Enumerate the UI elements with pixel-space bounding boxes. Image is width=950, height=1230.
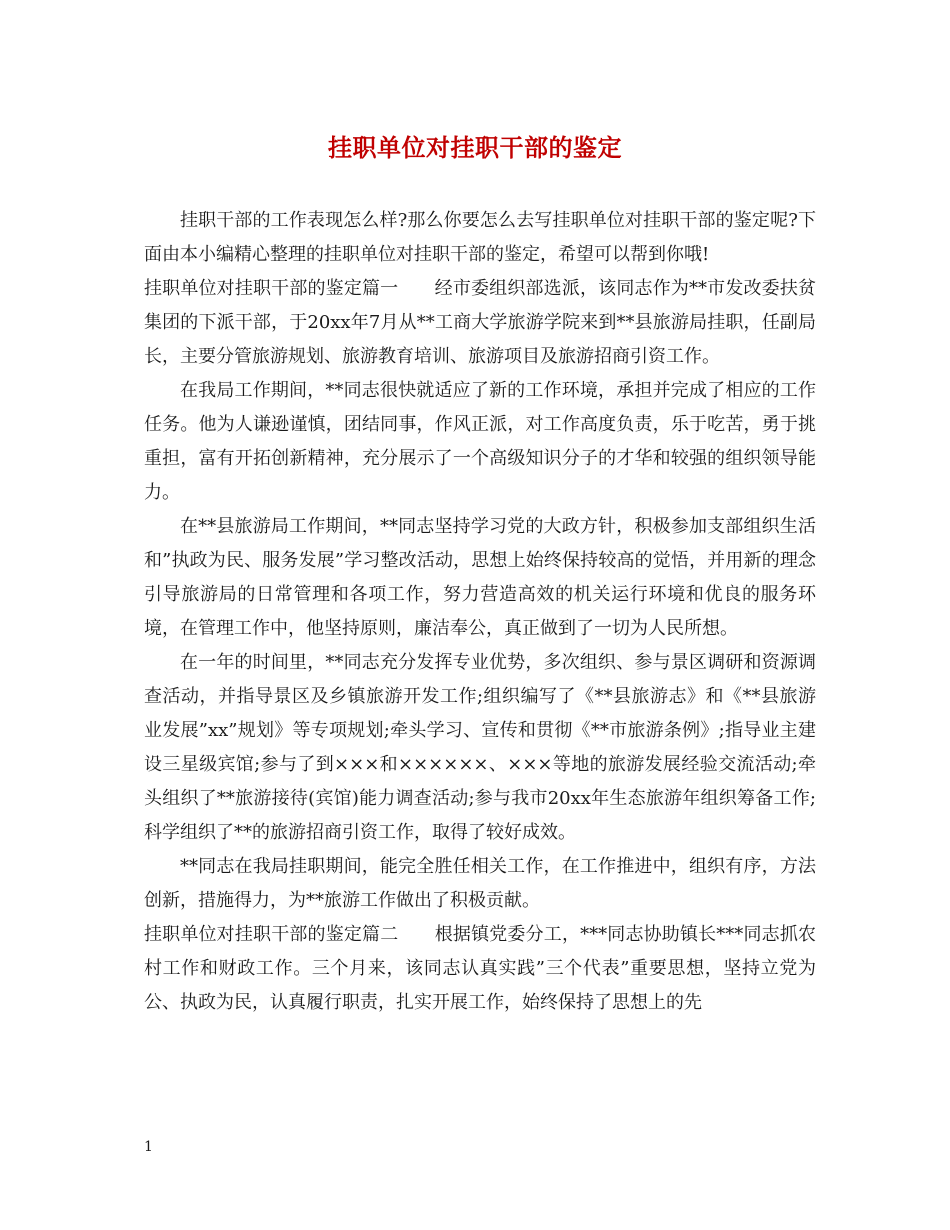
paragraph-part-two-heading: 挂职单位对挂职干部的鉴定篇二 根据镇党委分工，***同志协助镇长***同志抓农村工作和财政工作。三个月来，该同志认真实践”三个代表”重要思想，坚持立党为公、执政为民，认真履行职责，扎实开展工作，始终保持了思想上的先 [144, 924, 816, 1013]
paragraph-achievements: 在一年的时间里，**同志充分发挥专业优势，多次组织、参与景区调研和资源调查活动，并指导景区及乡镇旅游开发工作;组织编写了《**县旅游志》和《**县旅游业发展”xx”规划》等专项规划;牵头学习、宣传和贯彻《**市旅游条例》;指导业主建设三星级宾馆;参与了到×××和××××××、×××等地的旅游发展经验交流活动;牵头组织了**旅游接待(宾馆)能力调查活动;参与我市20xx年生态旅游年组织筹备工作;科学组织了**的旅游招商引资工作，取得了较好成效。 [144, 652, 816, 843]
paragraph-intro: 挂职干部的工作表现怎么样?那么你要怎么去写挂职单位对挂职干部的鉴定呢?下面由本小编精心整理的挂职单位对挂职干部的鉴定，希望可以帮到你哦! [144, 210, 816, 265]
paragraph-part-one-heading: 挂职单位对挂职干部的鉴定篇一 经市委组织部选派，该同志作为**市发改委扶贫集团的下派干部，于20xx年7月从**工商大学旅游学院来到**县旅游局挂职，任副局长，主要分管旅游规划、旅游教育培训、旅游项目及旅游招商引资工作。 [144, 278, 816, 367]
document-body [144, 204, 816, 1020]
document-title: 挂职单位对挂职干部的鉴定 [328, 133, 622, 162]
paragraph-work-attitude: 在我局工作期间，**同志很快就适应了新的工作环境，承担并完成了相应的工作任务。他为人谦逊谨慎，团结同事，作风正派，对工作高度负责，乐于吃苦，勇于挑重担，富有开拓创新精神，充分展示了一个高级知识分子的才华和较强的组织领导能力。 [144, 380, 816, 503]
paragraph-conclusion: **同志在我局挂职期间，能完全胜任相关工作，在工作推进中，组织有序，方法创新，措施得力，为**旅游工作做出了积极贡献。 [144, 856, 816, 911]
page-number: 1 [144, 1139, 153, 1155]
paragraph-political-study: 在**县旅游局工作期间，**同志坚持学习党的大政方针，积极参加支部组织生活和”执政为民、服务发展”学习整改活动，思想上始终保持较高的觉悟，并用新的理念引导旅游局的日常管理和各项工作，努力营造高效的机关运行环境和优良的服务环境，在管理工作中，他坚持原则，廉洁奉公，真正做到了一切为人民所想。 [144, 516, 816, 639]
